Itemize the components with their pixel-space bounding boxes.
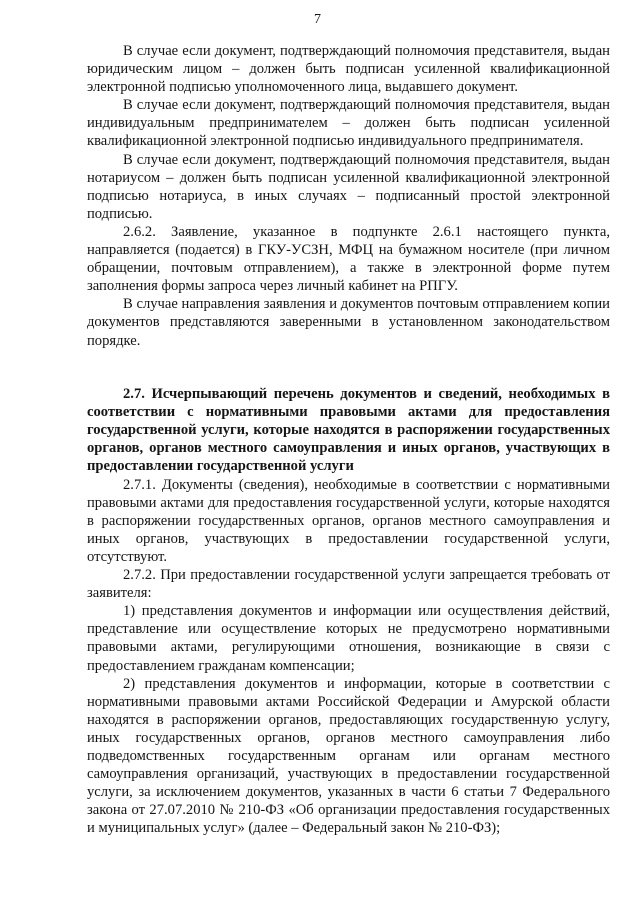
page-content [87,42,610,837]
page-number: 7 [314,12,321,27]
paragraph-representative-legal-entity: В случае если документ, подтверждающий полномочия представителя, выдан юридическим лицом – должен быть подписан усиленной квалификационной электронной подписью уполномоченного лица, выдавшего документ. [87,43,610,96]
paragraph-representative-entrepreneur: В случае если документ, подтверждающий полномочия представителя, выдан индивидуальным предпринимателем – должен быть подписан усиленной квалификационной электронной подписью индивидуального предпринимателя. [87,97,610,150]
paragraph-postal-copies: В случае направления заявления и документов почтовым отправлением копии документов представляются заверенными в установленном законодательством порядке. [87,296,610,349]
section-heading-2-7: 2.7. Исчерпывающий перечень документов и сведений, необходимых в соответствии с нормативными правовыми актами для предоставления государственной услуги, которые находятся в распоряжении государственных органов, органов местного самоуправления и иных органов, участвующих в предоставлении государственной услуги [87,385,610,475]
list-item-1: 1) представления документов и информации или осуществления действий, представление или осуществление которых не предусмотрено нормативными правовыми актами, регулирующими отношения, возникающие в связи с предоставлением гражданам компенсации; [87,603,610,674]
paragraph-2-7-2: 2.7.2. При предоставлении государственной услуги запрещается требовать от заявителя: [87,567,610,602]
paragraph-representative-notary: В случае если документ, подтверждающий полномочия представителя, выдан нотариусом – должен быть подписан усиленной квалификационной электронной подписью нотариуса, в иных случаях – подписанный простой электронной подписью. [87,151,610,222]
list-item-2: 2) представления документов и информации, которые в соответствии с нормативными правовыми актами Российской Федерации и Амурской области находятся в распоряжении органов, предоставляющих государственную услугу, иных государственных органов, органов местного самоуправления либо подведомственных государственным органам или органам местного самоуправления организаций, участвующих в предоставлении государственной услуги, за исключением документов, указанных в части 6 статьи 7 Федерального закона от 27.07.2010 № 210-ФЗ «Об организации предоставления государственных и муниципальных услуг» (далее – Федеральный закон № 210-ФЗ); [87,675,610,837]
paragraph-2-6-2: 2.6.2. Заявление, указанное в подпункте 2.6.1 настоящего пункта, направляется (подается) в ГКУ-УСЗН, МФЦ на бумажном носителе (при личном обращении, почтовым отправлением), а также в электронной форме путем заполнения формы запроса через личный кабинет на РПГУ. [87,223,610,295]
paragraph-2-7-1: 2.7.1. Документы (сведения), необходимые в соответствии с нормативными правовыми актами для предоставления государственной услуги, которые находятся в распоряжении государственных органов, органов местного самоуправления и иных органов, участвующих в предоставлении государственной услуги, отсутствуют. [87,476,610,565]
